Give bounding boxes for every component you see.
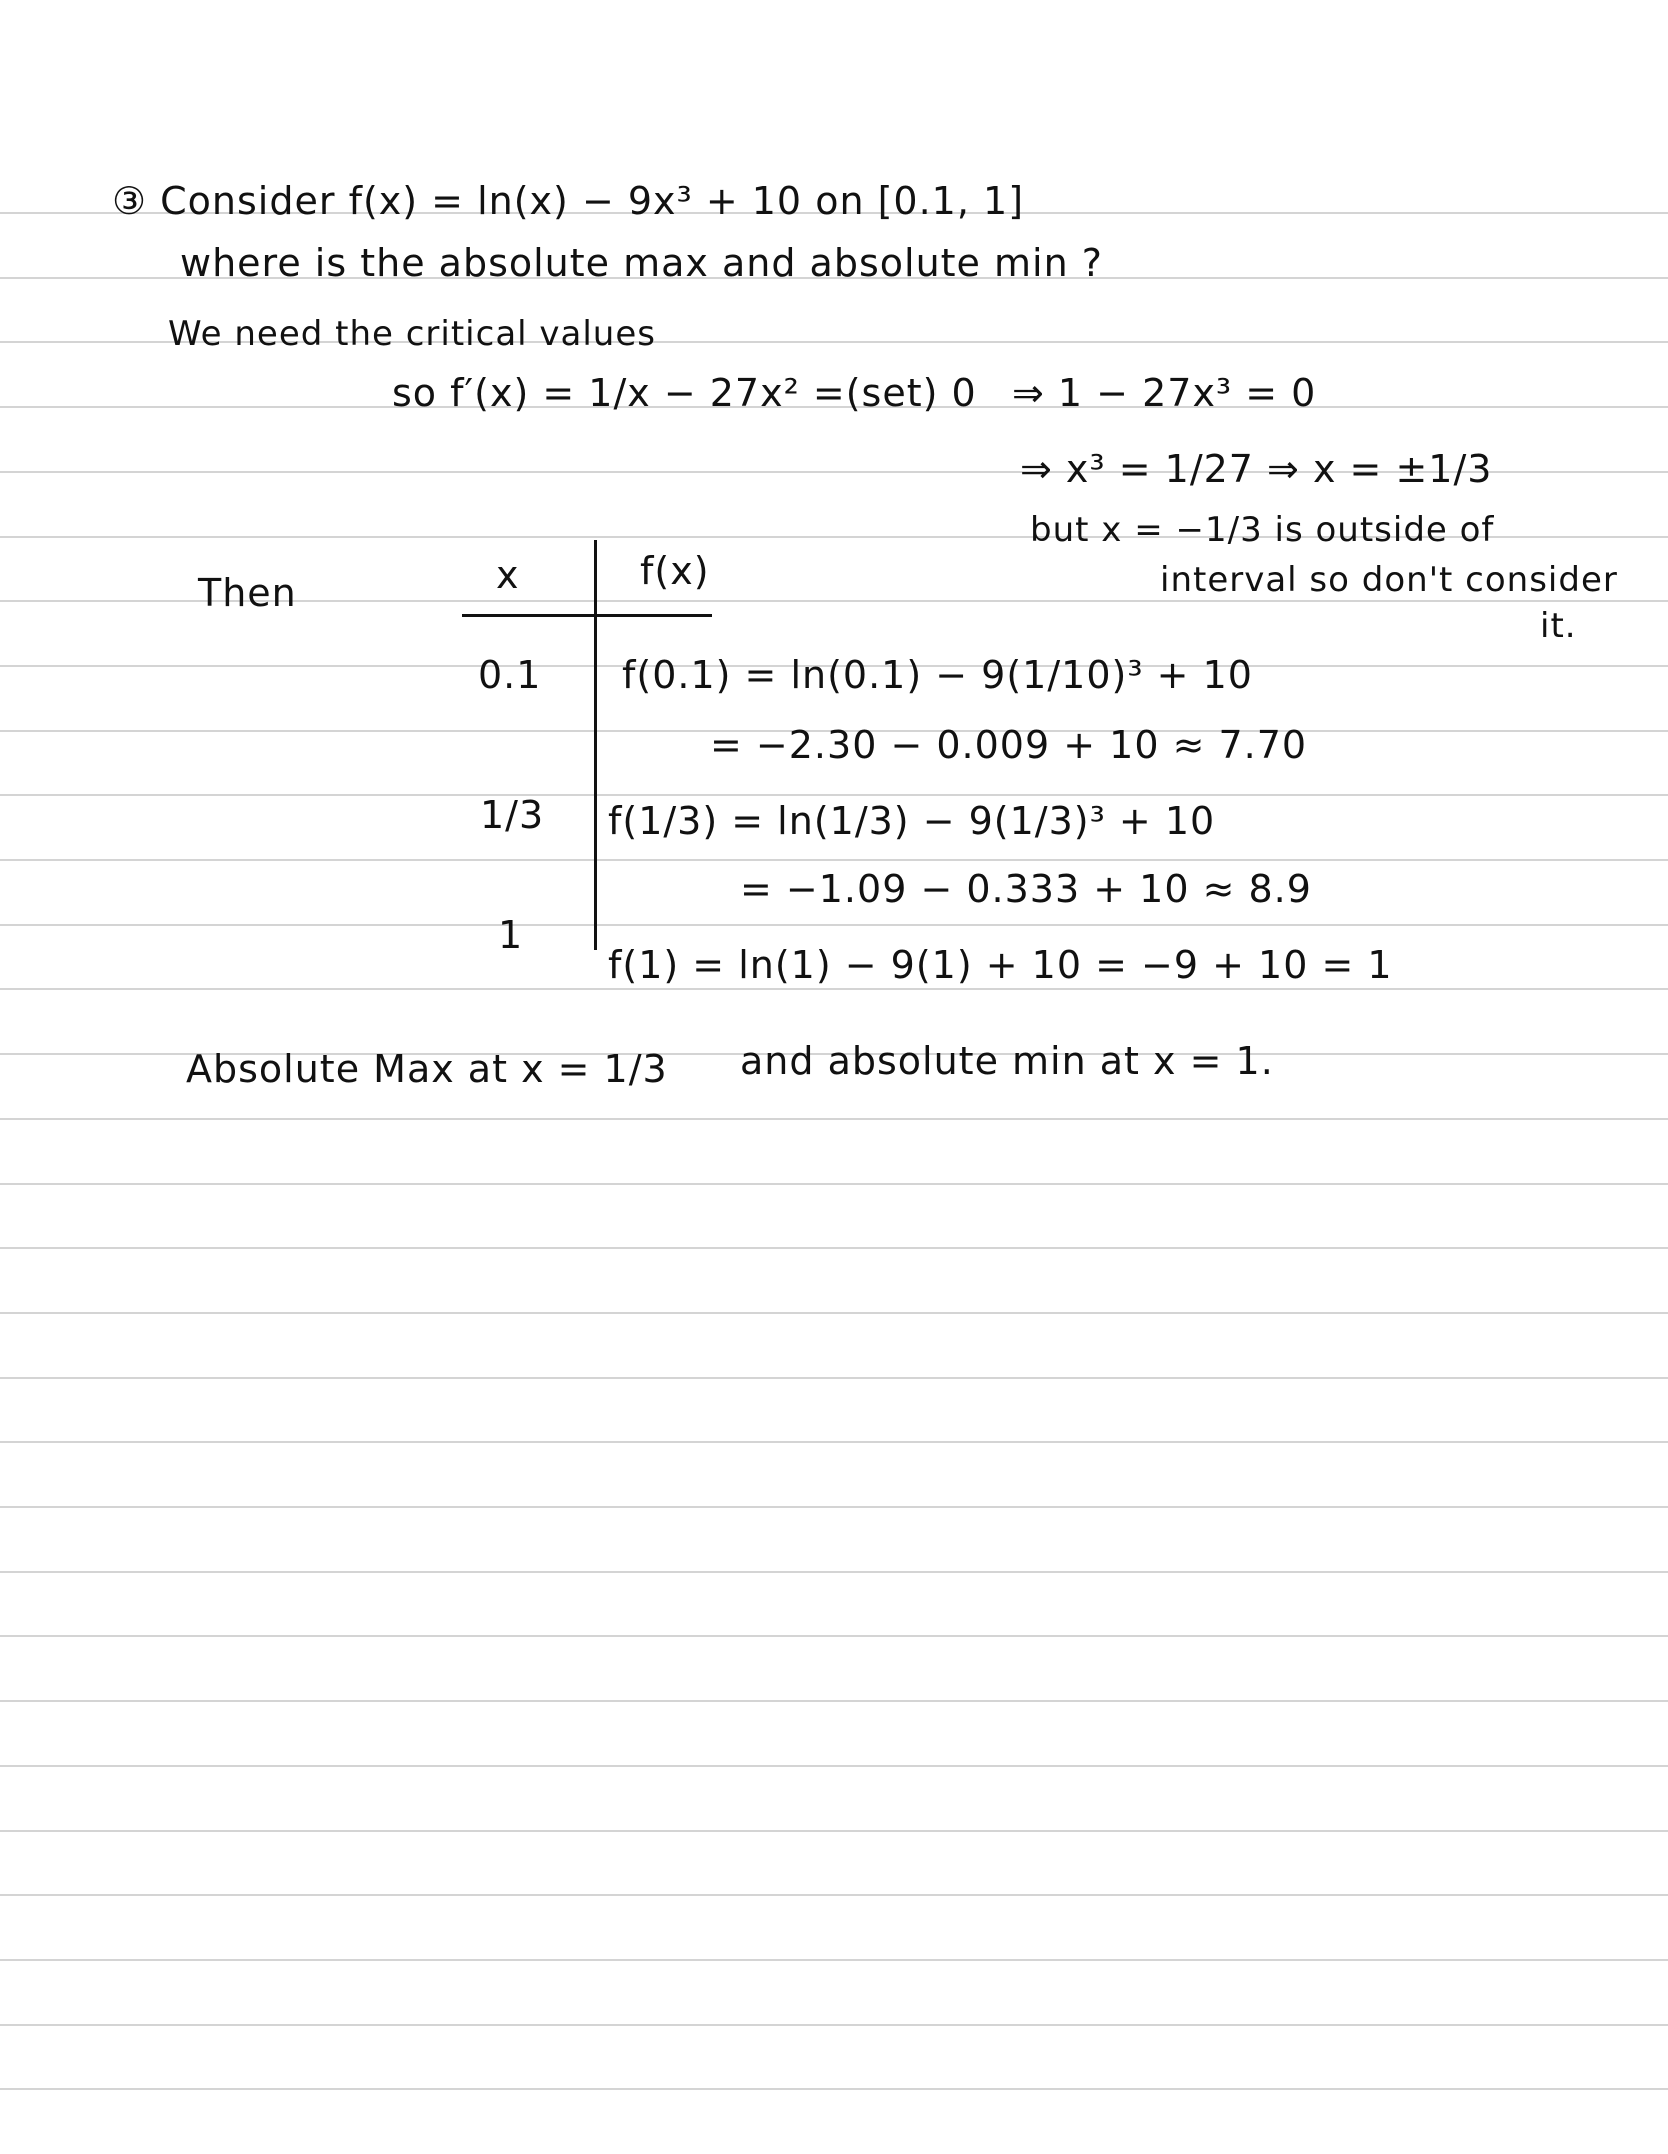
- ruled-line: [0, 1441, 1668, 1443]
- critical-values-intro: We need the critical values: [168, 314, 656, 354]
- table-row-expression: f(1) = ln(1) − 9(1) + 10 = −9 + 10 = 1: [608, 943, 1393, 987]
- table-header-fx: f(x): [640, 549, 710, 593]
- outside-interval-note: but x = −1/3 is outside of: [1030, 510, 1495, 550]
- ruled-line: [0, 1765, 1668, 1767]
- ruled-line: [0, 1312, 1668, 1314]
- ruled-line: [0, 1118, 1668, 1120]
- ruled-line: [0, 1830, 1668, 1832]
- absolute-min-conclusion: and absolute min at x = 1.: [740, 1039, 1274, 1083]
- table-row-value: = −1.09 − 0.333 + 10 ≈ 8.9: [740, 867, 1312, 911]
- table-row-value: = −2.30 − 0.009 + 10 ≈ 7.70: [710, 723, 1308, 767]
- table-row-expression: f(0.1) = ln(0.1) − 9(1/10)³ + 10: [622, 653, 1253, 697]
- table-row-x: 0.1: [478, 653, 542, 697]
- outside-interval-note-2: interval so don't consider: [1160, 560, 1618, 600]
- table-row-expression: f(1/3) = ln(1/3) − 9(1/3)³ + 10: [608, 799, 1216, 843]
- ruled-line: [0, 988, 1668, 990]
- ruled-line: [0, 2088, 1668, 2090]
- table-vertical-rule: [594, 540, 597, 950]
- ruled-line: [0, 1571, 1668, 1573]
- ruled-line: [0, 1700, 1668, 1702]
- ruled-line: [0, 924, 1668, 926]
- derivative-equation: so f′(x) = 1/x − 27x² =(set) 0: [392, 371, 977, 415]
- absolute-max-conclusion: Absolute Max at x = 1/3: [186, 1047, 668, 1091]
- solve-step-1: ⇒ 1 − 27x³ = 0: [1012, 371, 1317, 415]
- ruled-line: [0, 2024, 1668, 2026]
- ruled-line: [0, 794, 1668, 796]
- problem-question: where is the absolute max and absolute min ?: [180, 241, 1103, 285]
- table-header-x: x: [496, 553, 520, 597]
- table-horizontal-rule: [462, 614, 712, 617]
- ruled-line: [0, 1506, 1668, 1508]
- ruled-line: [0, 1377, 1668, 1379]
- table-row-x: 1: [498, 913, 524, 957]
- ruled-line: [0, 1183, 1668, 1185]
- ruled-line: [0, 1247, 1668, 1249]
- ruled-line: [0, 1894, 1668, 1896]
- ruled-line: [0, 1959, 1668, 1961]
- solve-step-2: ⇒ x³ = 1/27 ⇒ x = ±1/3: [1020, 447, 1493, 491]
- problem-statement: ③ Consider f(x) = ln(x) − 9x³ + 10 on [0.1, 1]: [112, 179, 1025, 223]
- outside-interval-note-3: it.: [1540, 606, 1577, 646]
- table-row-x: 1/3: [480, 793, 545, 837]
- then-label: Then: [198, 571, 297, 615]
- ruled-line: [0, 1635, 1668, 1637]
- ruled-line: [0, 859, 1668, 861]
